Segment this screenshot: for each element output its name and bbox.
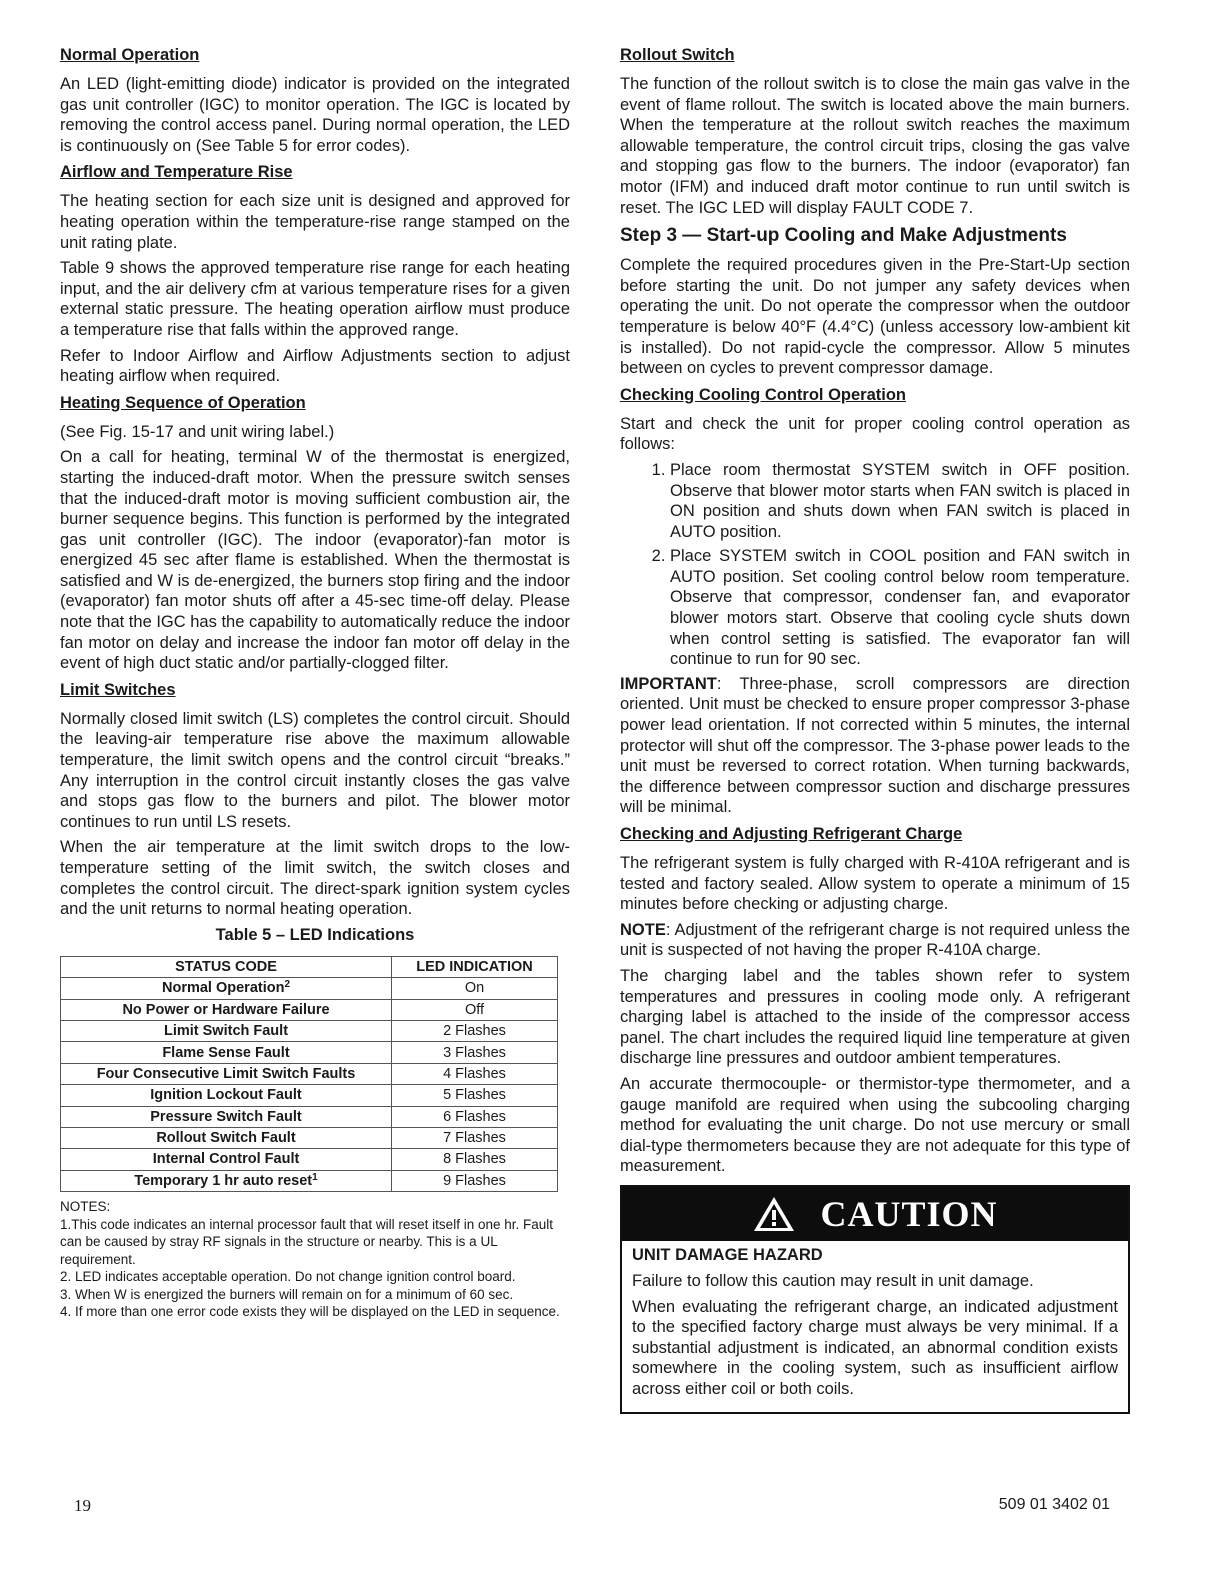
led-cell: 5 Flashes — [392, 1085, 558, 1106]
note-item: 1.This code indicates an internal processor fault that will reset itself in one hr. Fault can be caused by stray RF signals in the structure or nearby. This is a UL requirement. — [60, 1216, 554, 1267]
column-header-status-code: STATUS CODE — [61, 956, 392, 977]
led-cell: 3 Flashes — [392, 1042, 558, 1063]
led-indications-table — [60, 956, 558, 1192]
note-item: 3. When W is energized the burners will remain on for a minimum of 60 sec. — [60, 1286, 514, 1302]
table-row — [61, 999, 558, 1020]
status-cell: Normal Operation$^2$ — [61, 978, 392, 999]
warning-triangle-icon — [752, 1195, 796, 1233]
note-paragraph — [620, 920, 1130, 961]
status-cell: Ignition Lockout Fault — [61, 1085, 392, 1106]
note-item: 2. LED indicates acceptable operation. Do not change ignition control board. — [60, 1269, 516, 1285]
table-header-row — [61, 956, 558, 977]
step3-text: Complete the required procedures given in the Pre-Start-Up section before starting the unit. Do not jumper any safety devices when operating the unit. Do not operate the compressor when the outdoor temperature is below 40°F (4.4°C) (unless accessory low-ambient kit is installed). Do not rapid-cycle the compressor. Allow 5 minutes between on cycles to prevent compressor damage. — [620, 256, 1130, 378]
left-column — [60, 44, 570, 1321]
rollout-switch-heading: Rollout Switch — [620, 46, 735, 64]
status-cell: Temporary 1 hr auto reset$^1$ — [61, 1170, 392, 1191]
table-row — [61, 1149, 558, 1170]
rollout-switch-text: The function of the rollout switch is to close the main gas valve in the event of flame rollout. The switch is located above the main burners. When the temperature at the rollout switch reaches the maximum allowable temperature, the control circuit trips, closing the gas valve and stopping gas flow to the burners. The indoor (evaporator) fan motor (IFM) and induced draft motor continue to run until switch is reset. The IGC LED will display FAULT CODE 7. — [620, 75, 1130, 217]
note-item: 4. If more than one error code exists they will be displayed on the LED in sequence. — [60, 1304, 560, 1320]
refrigerant-paragraph-2: The charging label and the tables shown refer to system temperatures and pressures in cooling mode only. A refrigerant charging label is attached to the inside of the compressor access panel. The chart includes the required liquid line temperature at given discharge line pressures and outdoor ambient temperatures. — [620, 966, 1130, 1068]
led-cell: 9 Flashes — [392, 1170, 558, 1191]
important-text: : Three-phase, scroll compressors are direction oriented. Unit must be checked to ensure proper compressor 3-phase power lead orientation. If not corrected within 5 minutes, the internal protector will shut off the compressor. The 3-phase power leads to the unit must be reversed to correct rotation. When turning backwards, the difference between compressor suction and discharge pressures will be minimal. — [620, 674, 1130, 817]
table-row — [61, 1170, 558, 1191]
led-cell: 6 Flashes — [392, 1106, 558, 1127]
normal-operation-heading: Normal Operation — [60, 46, 200, 64]
airflow-paragraph-3: Refer to Indoor Airflow and Airflow Adjustments section to adjust heating airflow when required. — [60, 346, 570, 386]
table-caption: Table 5 – LED Indications — [215, 925, 415, 944]
table-row — [61, 1020, 558, 1041]
status-cell: Four Consecutive Limit Switch Faults — [61, 1063, 392, 1084]
document-number: 509 01 3402 01 — [998, 1496, 1110, 1513]
list-item: 1. Place room thermostat SYSTEM switch in OFF position. Observe that blower motor starts when FAN switch is placed in ON position and shuts down when FAN switch is placed in AUTO position. — [670, 460, 1130, 542]
normal-operation-text: An LED (light-emitting diode) indicator is provided on the integrated gas unit controller (IGC) to monitor operation. The IGC is located by removing the control access panel. During normal operation, the LED is continuously on (See Table 5 for error codes). — [60, 75, 570, 155]
led-cell: Off — [392, 999, 558, 1020]
table-row — [61, 1085, 558, 1106]
status-cell: Flame Sense Fault — [61, 1042, 392, 1063]
step3-heading: Step 3 — Start-up Cooling and Make Adjustments — [620, 225, 1067, 247]
list-item: 2. Place SYSTEM switch in COOL position and FAN switch in AUTO position. Set cooling control below room temperature. Observe that compressor, condenser fan, and evaporator blower motors start. Observe that cooling cycle shuts down when control setting is satisfied. The evaporator fan will continue to run for 90 sec. — [670, 546, 1130, 670]
right-column — [620, 44, 1130, 1414]
table-row — [61, 1106, 558, 1127]
led-cell: 7 Flashes — [392, 1127, 558, 1148]
limit-switches-heading: Limit Switches — [60, 680, 176, 699]
caution-paragraph-1: Failure to follow this caution may result in unit damage. — [632, 1271, 1034, 1290]
caution-body — [622, 1241, 1128, 1413]
table-row — [61, 978, 558, 999]
table-row — [61, 1042, 558, 1063]
refrigerant-paragraph-3: An accurate thermocouple- or thermistor-type thermometer, and a gauge manifold are required when using the subcooling charging method for evaluating the unit charge. Do not use mercury or small dial-type thermometers because they are not adequate for this type of measurement. — [620, 1074, 1130, 1176]
heating-sequence-paragraph-1: (See Fig. 15-17 and unit wiring label.) — [60, 422, 335, 441]
checking-cooling-heading: Checking Cooling Control Operation — [620, 385, 906, 404]
airflow-heading: Airflow and Temperature Rise — [60, 163, 293, 182]
important-label: IMPORTANT — [620, 674, 717, 693]
caution-box — [620, 1185, 1130, 1415]
status-cell: No Power or Hardware Failure — [61, 999, 392, 1020]
page-number: 19 — [74, 1496, 91, 1515]
heating-sequence-heading: Heating Sequence of Operation — [60, 393, 306, 412]
airflow-paragraph-1: The heating section for each size unit is designed and approved for heating operation within the temperature-rise range stamped on the unit rating plate. — [60, 192, 570, 252]
caution-hazard: UNIT DAMAGE HAZARD — [632, 1245, 823, 1264]
cooling-steps-list — [620, 460, 1130, 670]
caution-paragraph-2: When evaluating the refrigerant charge, an indicated adjustment to the specified factory charge must always be very minimal. If a substantial adjustment is indicated, an abnormal condition exists somewhere in the cooling system, such as insufficient airflow across either coil or both coils. — [632, 1297, 1118, 1398]
caution-title: CAUTION — [820, 1193, 998, 1234]
led-cell: On — [392, 978, 558, 999]
important-paragraph — [620, 674, 1130, 818]
refrigerant-paragraph-1: The refrigerant system is fully charged with R-410A refrigerant and is tested and factory sealed. Allow system to operate a minimum of 15 minutes before checking or adjusting charge. — [620, 854, 1130, 914]
column-header-led-indication: LED INDICATION — [392, 956, 558, 977]
limit-switches-paragraph-1: Normally closed limit switch (LS) completes the control circuit. Should the leaving-air temperature rise above the maximum allowable temperature, the limit switch opens and the control circuit “breaks.” Any interruption in the control circuit instantly closes the gas valve and stops gas flow to the burners and pilot. The blower motor continues to run until LS resets. — [60, 709, 570, 831]
limit-switches-paragraph-2: When the air temperature at the limit switch drops to the low-temperature setting of the limit switch, the switch closes and completes the control circuit. The direct-spark ignition system cycles and the unit returns to normal heating operation. — [60, 838, 570, 919]
status-cell: Internal Control Fault — [61, 1149, 392, 1170]
status-cell: Rollout Switch Fault — [61, 1127, 392, 1148]
table-row — [61, 1063, 558, 1084]
airflow-paragraph-2: Table 9 shows the approved temperature rise range for each heating input, and the air delivery cfm at various temperature rises for a given external static pressure. The heating operation airflow must produce a temperature rise that falls within the approved range. — [60, 259, 570, 339]
caution-header — [622, 1187, 1128, 1241]
led-cell: 4 Flashes — [392, 1063, 558, 1084]
status-cell: Pressure Switch Fault — [61, 1106, 392, 1127]
led-cell: 8 Flashes — [392, 1149, 558, 1170]
table-notes — [60, 1198, 570, 1321]
status-cell: Limit Switch Fault — [61, 1020, 392, 1041]
led-cell: 2 Flashes — [392, 1020, 558, 1041]
note-text: : Adjustment of the refrigerant charge is not required unless the unit is suspected of not having the proper R-410A charge. — [620, 920, 1130, 960]
heating-sequence-paragraph-2: On a call for heating, terminal W of the thermostat is energized, starting the induced-draft motor. When the pressure switch senses that the induced-draft motor is moving sufficient combustion air, the burner sequence begins. This function is performed by the integrated gas unit controller (IGC). The indoor (evaporator)-fan motor is energized 45 sec after flame is established. When the thermostat is satisfied and W is de-energized, the burners stop firing and the indoor (evaporator) fan motor shuts off after a 45-sec time-off delay. Please note that the IGC has the capability to automatically reduce the indoor fan motor on delay and increase the indoor fan motor off delay in the event of high duct static and/or partially-clogged filter. — [60, 448, 570, 673]
table-row — [61, 1127, 558, 1148]
checking-cooling-intro: Start and check the unit for proper cooling control operation as follows: — [620, 414, 1130, 454]
notes-title: NOTES: — [60, 1199, 111, 1215]
note-label: NOTE — [620, 920, 666, 939]
refrigerant-heading: Checking and Adjusting Refrigerant Charge — [620, 825, 963, 843]
